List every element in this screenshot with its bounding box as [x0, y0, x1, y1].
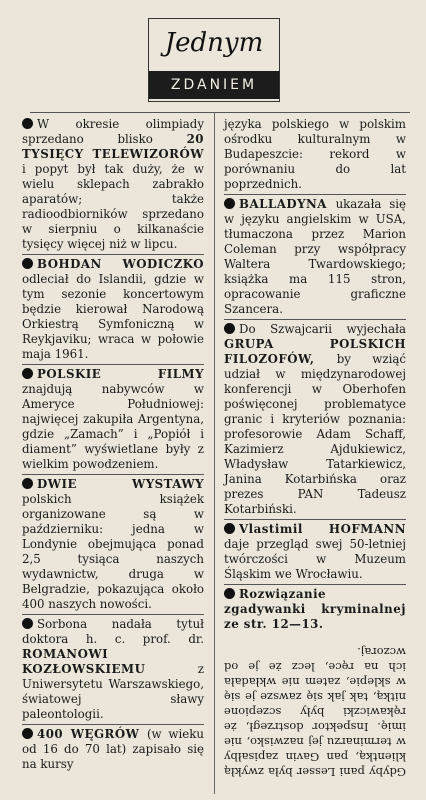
news-item-rest: by wziąć udział w międzynarodowej konferencji w Oberhofen poświęconej problematyce granic i kryteriów poznania: profesorowie Adam Schaff, Kazimierz Ajdukiewicz, Władysław Tatarkiewicz, Janina Kotarbińska oraz prezes PAN Tadeusz Kotarbiński.: [224, 352, 406, 516]
news-item-bold: Rozwiązanie zgadywanki kryminalnej ze str. 12—13.: [224, 587, 406, 631]
news-item-rest: daje przegląd swej 50-letniej twórczości w Muzeum Śląskim we Wrocławiu.: [224, 537, 406, 581]
news-item-rest: ukazała się w języku angielskim w USA, tłumaczona przez Marion Coleman przy współpracy Waltera Twardowskiego; książka ma 115 stron, opracowanie graficzne Szancera.: [224, 197, 406, 316]
news-item: [22, 364, 204, 472]
bullet-dot-icon: [224, 198, 235, 209]
news-item-bold: DWIE WYSTAWY: [37, 477, 204, 491]
news-item-lead: W okresie olimpiady sprzedano blisko: [22, 117, 204, 146]
news-item: [22, 474, 204, 612]
column-divider: [214, 112, 215, 794]
news-item-bold: 20 TYSIĘCY TELEWIZORÓW: [22, 132, 204, 161]
bullet-dot-icon: [22, 728, 33, 739]
news-item: [22, 254, 204, 362]
news-item-rest: (w wieku od 16 do 70 lat) zapisało się na kursy: [22, 727, 204, 771]
bullet-dot-icon: [22, 478, 33, 489]
news-item-rest: i popyt był tak duży, że w wielu sklepach zabrakło aparatów; także radioodbiorników sprzedano w sierpniu o kilkanaście tysięcy więcej niż w lipcu.: [22, 162, 204, 251]
news-item-rest: znajdują nabywców w Ameryce Południowej: najwięcej zakupiła Argentyna, gdzie „Zamach” i „Popiół i diament” wyświetlane były z wielkim powodzeniem.: [22, 382, 204, 471]
news-item-lead: Do Szwajcarii wyjechała: [239, 322, 406, 336]
news-item-bold: Vlastimil HOFMANN: [239, 522, 406, 536]
news-item-rest: odleciał do Islandii, gdzie w tym sezonie koncertowym będzie kierował Narodową Orkiestrą Symfoniczną w Reykjaviku; wraca w połowie maja 1961.: [22, 272, 204, 361]
news-item: [224, 319, 406, 517]
news-item-rest: języka polskiego w polskim ośrodku kulturalnym w Budapeszcie: rekord w porównaniu do lat poprzednich.: [224, 117, 406, 191]
bullet-dot-icon: [224, 523, 235, 534]
right-column: [224, 117, 406, 790]
news-item-bold: BOHDAN WODICZKO: [37, 257, 204, 271]
bullet-dot-icon: [224, 323, 235, 334]
news-item-bold: 400 WĘGRÓW: [37, 727, 147, 741]
news-item-bold: BALLADYNA: [239, 197, 336, 211]
news-item: [224, 519, 406, 582]
bullet-dot-icon: [224, 588, 235, 599]
news-item: [22, 614, 204, 722]
news-item-rest: polskich książek organizowane są w październiku: jedna w Londynie obejmująca ponad 2,5 tysiąca naszych wydawnictw, druga w Belgradzie, pokazująca około 400 naszych nowości.: [22, 492, 204, 611]
left-column: [22, 117, 204, 774]
bullet-dot-icon: [22, 258, 33, 269]
news-item: [224, 117, 406, 192]
news-item-bold: POLSKIE FILMY: [37, 367, 204, 381]
news-item-bold: GRUPA POLSKICH FILOZOFÓW,: [224, 337, 406, 366]
upside-down-answer: Gdyby pani Lesser była zwykłą klientką, pan Gavin zapisałby w terminarzu jej nazwisko, nie imię. Inspektor dostrzegł, że rękawiczki były sczepione nitką, tak jak się zawsze je się w sklepie, zatem nie wkładała ich na ręce, lecz że je od wczoraj.: [224, 644, 406, 779]
news-item: [224, 584, 406, 632]
news-item: [22, 724, 204, 772]
bullet-dot-icon: [22, 118, 33, 129]
news-item: [22, 117, 204, 252]
top-rule: [30, 112, 410, 113]
header-subtitle: ZDANIEM: [149, 71, 279, 99]
news-item: [224, 194, 406, 317]
news-item-bold: ROMANOWI KOZŁOWSKIEMU: [22, 647, 198, 676]
bullet-dot-icon: [22, 368, 33, 379]
news-item-lead: Sorbona nadała tytuł doktora h. c. prof. dr.: [22, 617, 204, 646]
news-item-rest: z Uniwersytetu Warszawskiego, światowej sławy paleontologii.: [22, 662, 204, 721]
bullet-dot-icon: [22, 618, 33, 629]
header-title: Jednym: [164, 28, 264, 58]
column-header: [148, 18, 280, 102]
